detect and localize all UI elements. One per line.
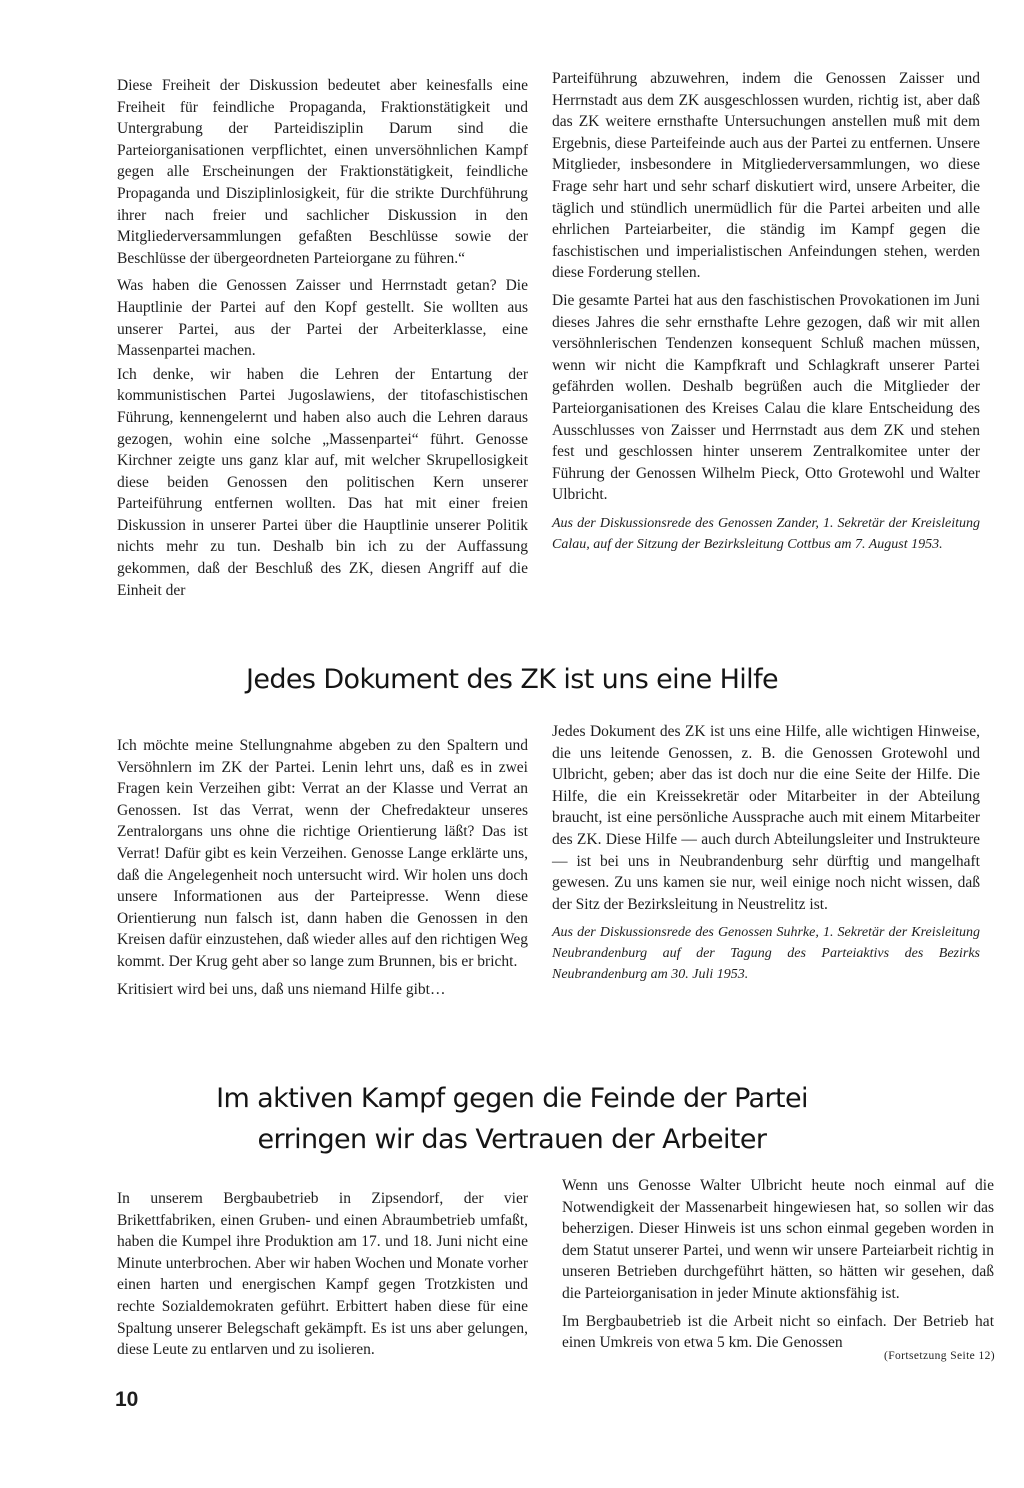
section1-right-column xyxy=(552,68,980,555)
paragraph: Parteiführung abzuwehren, indem die Genossen Zaisser und Herrnstadt aus dem ZK ausgeschlossen wurden, richtig ist, aber daß das ZK weitere ernsthafte Untersuchungen anstellen muß mit dem Ergebnis, diese Parteifeinde auch aus der Partei zu entfernen. Unsere Mitglieder, insbesondere in Mitgliederversammlungen, wo diese Frage sehr hart und sehr scharf diskutiert wird, unsere Arbeiter, die täglich und stündlich unermüdlich für die Partei arbeiten und alle ehrlichen Parteiarbeiter, die ständig im Kampf gegen die faschistischen und imperialistischen Anfeindungen stehen, werden diese Forderung stellen. xyxy=(552,70,980,282)
paragraph: Im Bergbaubetrieb ist die Arbeit nicht so einfach. Der Betrieb hat einen Umkreis von etwa 5 km. Die Genossen xyxy=(562,1312,994,1352)
section1-left-column xyxy=(117,75,528,601)
section2-right-column xyxy=(552,721,980,985)
section3-right-column xyxy=(562,1175,994,1354)
paragraph: Die gesamte Partei hat aus den faschistischen Provokationen im Juni dieses Jahres die sehr ernsthafte Lehre gezogen, daß wir mit allen versöhnlerischen Tendenzen konsequent Schluß machen müssen, wenn wir nicht die Kampfkraft und Schlagkraft unserer Partei gefährden wollen. Deshalb begrüßen auch die Mitglieder der Parteiorganisationen des Kreises Calau die klare Entscheidung des Ausschlusses von Zaisser und Herrnstadt aus dem ZK und stehen fest und geschlossen hinter unserem Zentralkomitee unter der Führung der Genossen Wilhelm Pieck, Otto Grotewohl und Walter Ulbricht. xyxy=(552,291,980,504)
source-attribution: Aus der Diskussionsrede des Genossen Zander, 1. Sekretär der Kreisleitung Calau, auf der Sitzung der Bezirksleitung Cottbus am 7. August 1953. xyxy=(552,515,980,552)
page-number: 10 xyxy=(115,1388,139,1411)
paragraph: Wenn uns Genosse Walter Ulbricht heute noch einmal auf die Notwendigkeit der Massenarbeit hingewiesen hat, so sollen wir das beherzigen. Dieser Hinweis ist uns schon einmal gegeben worden in dem Statut unserer Partei, und wenn wir unsere Parteiarbeit richtig in unseren Betrieben durchgeführt hätten, so hätten wir gesehen, daß die Parteiorganisation in jeder Minute aktionsfähig ist. xyxy=(562,1177,994,1302)
paragraph: Ich denke, wir haben die Lehren der Entartung der kommunistischen Partei Jugoslawiens, der titofaschistischen Führung, kennengelernt und haben also auch die Lehren daraus gezogen, wohin eine solche „Massenpartei“ führt. Genosse Kirchner zeigte uns ganz klar auf, mit welcher Skrupellosigkeit diese beiden Genossen den politischen Kern unserer Parteiführung entfernen wollten. Das hat mit einer freien Diskussion in unserer Partei über die Hauptlinie unserer Politik nichts mehr zu tun. Deshalb bin ich zu der Auffassung gekommen, daß der Beschluß des ZK, diesen Angriff auf die Einheit der xyxy=(117,365,528,599)
paragraph: In unserem Bergbaubetrieb in Zipsendorf, der vier Brikettfabriken, einen Gruben- und einen Abraumbetrieb umfaßt, haben die Kumpel ihre Produktion am 17. und 18. Juni nicht eine Minute unterbrochen. Aber wir haben Wochen und Monate vorher einen harten und energischen Kampf gegen Trotzkisten und rechte Sozialdemokraten geführt. Erbittert haben diese für eine Spaltung unserer Belegschaft gekämpft. Es ist uns aber gelungen, diese Leute zu entlarven und zu isolieren. xyxy=(117,1190,528,1359)
section2-left-column xyxy=(117,735,528,1000)
section3-left-column xyxy=(117,1188,528,1361)
section3-heading-line1: Im aktiven Kampf gegen die Feinde der Partei xyxy=(216,1083,808,1114)
paragraph: Kritisiert wird bei uns, daß uns niemand Hilfe gibt… xyxy=(117,980,446,998)
section3-heading-line2: erringen wir das Vertrauen der Arbeiter xyxy=(257,1124,767,1155)
paragraph: Jedes Dokument des ZK ist uns eine Hilfe, alle wichtigen Hinweise, die uns leitende Genossen, z. B. die Genossen Grotewohl und Ulbricht, geben; aber das ist doch nur die eine Seite der Hilfe. Die Hilfe, die ein Kreissekretär oder Mitarbeiter in der Abteilung braucht, ist eine persönliche Aussprache auch mit einem Mitarbeiter des ZK. Diese Hilfe — auch durch Abteilungsleiter und Instrukteure — ist bei uns in Neubrandenburg sehr dürftig und mangelhaft gewesen. Zu uns kamen sie nur, weil einige noch nicht wissen, daß der Sitz der Bezirksleitung in Neustrelitz ist. xyxy=(552,723,980,913)
source-attribution: Aus der Diskussionsrede des Genossen Suhrke, 1. Sekretär der Kreisleitung Neubrandenburg auf der Tagung des Parteiaktivs des Bezirks Neubrandenburg am 30. Juli 1953. xyxy=(552,925,980,983)
paragraph: Ich möchte meine Stellungnahme abgeben zu den Spaltern und Versöhnlern im ZK der Partei. Lenin lehrt uns, daß es in zwei Fragen kein Verzeihen gibt: Verrat an der Klasse und Verrat an Genossen. Ist das Verrat, wenn der Chefredakteur unseres Zentralorgans uns ohne die richtige Orientierung läßt? Das ist Verrat! Dafür gibt es kein Verzeihen. Genosse Lange erklärte uns, daß die Angelegenheit noch untersucht wird. Wir holen uns doch unsere Informationen aus der Parteipresse. Wenn diese Orientierung nun falsch ist, dann haben die Genossen in den Kreisen dafür einzustehen, daß wieder alles auf den richtigen Weg kommt. Der Krug geht aber so lange zum Brunnen, bis er bricht. xyxy=(117,737,528,970)
paragraph: Was haben die Genossen Zaisser und Herrnstadt getan? Die Hauptlinie der Partei auf den Kopf gestellt. Sie wollten aus unserer Partei, aus der Partei der Arbeiterklasse, eine Massenpartei machen. xyxy=(117,277,528,360)
section2-heading: Jedes Dokument des ZK ist uns eine Hilfe xyxy=(245,664,779,695)
paragraph: Diese Freiheit der Diskussion bedeutet aber keinesfalls eine Freiheit für feindliche Propaganda, Fraktionstätigkeit und Untergrabung der Parteidisziplin Darum sind die Parteiorganisationen verpflichtet, einen unversöhnlichen Kampf gegen alle Erscheinungen der Fraktionstätigkeit, feindliche Propaganda und Disziplinlosigkeit, für die strikte Durchführung ihrer nach freier und sachlicher Diskussion in den Mitgliederversammlungen gefaßten Beschlüsse sowie der Beschlüsse der übergeordneten Parteiorgane zu führen.“ xyxy=(117,77,528,267)
continuation-note: (Fortsetzung Seite 12) xyxy=(883,1350,995,1362)
